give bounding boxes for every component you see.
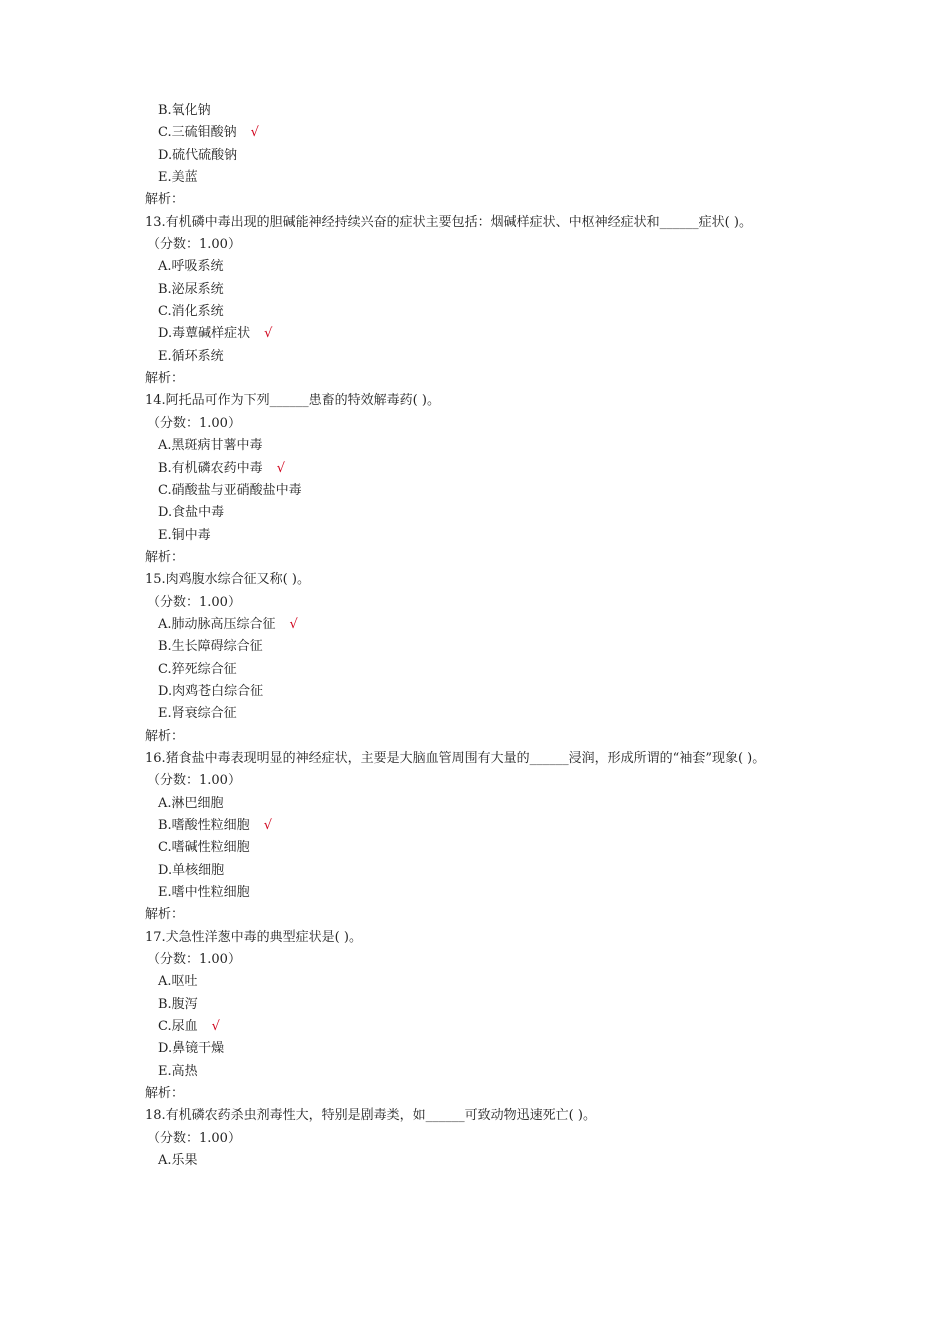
question-text: 14.阿托品可作为下列______患畜的特效解毒药( )。	[145, 393, 440, 409]
option: A.乐果	[158, 1153, 198, 1169]
correct-check-icon: √	[211, 1019, 220, 1035]
option: B.嗜酸性粒细胞 √	[158, 818, 272, 833]
option: A.呕吐	[158, 974, 198, 990]
score-label: （分数：1.00）	[147, 594, 241, 610]
question-15	[145, 569, 825, 748]
option: E.肾衰综合征	[158, 706, 237, 722]
option: E.美蓝	[158, 170, 198, 186]
score-label: （分数：1.00）	[147, 773, 241, 789]
option: C.三硫钼酸钠 √	[158, 125, 259, 141]
option: B.有机磷农药中毒 √	[158, 460, 285, 476]
correct-check-icon: √	[276, 460, 285, 476]
option: D.单核细胞	[158, 862, 225, 878]
option: D.食盐中毒	[158, 505, 225, 521]
question-text: 16.猪食盐中毒表现明显的神经症状，主要是大脑血管周围有大量的______浸润，形成所谓的“袖套”现象( )。	[145, 750, 766, 766]
correct-check-icon: √	[250, 125, 259, 141]
analysis-label: 解析：	[145, 728, 185, 744]
option: D.硫代硫酸钠	[158, 147, 238, 163]
option: E.铜中毒	[158, 527, 211, 543]
score-label: （分数：1.00）	[147, 237, 241, 253]
question-16	[145, 748, 825, 927]
question-17	[145, 927, 825, 1106]
option: B.生长障碍综合征	[158, 639, 263, 655]
option: D.鼻镜干燥	[158, 1041, 225, 1057]
option: D.肉鸡苍白综合征	[158, 683, 264, 699]
analysis-label: 解析：	[145, 549, 185, 565]
analysis-label: 解析：	[145, 192, 185, 208]
score-label: （分数：1.00）	[147, 952, 241, 968]
continuation-block	[145, 100, 825, 212]
option: A.肺动脉高压综合征 √	[158, 616, 298, 632]
question-13	[145, 212, 825, 391]
score-label: （分数：1.00）	[147, 415, 241, 431]
option: A.黑斑病甘薯中毒	[158, 438, 263, 454]
question-18	[145, 1105, 825, 1172]
score-label: （分数：1.00）	[147, 1130, 241, 1146]
question-text: 15.肉鸡腹水综合征又称( )。	[145, 572, 310, 588]
analysis-label: 解析：	[145, 907, 185, 923]
correct-check-icon: √	[289, 616, 298, 632]
question-text: 17.犬急性洋葱中毒的典型症状是( )。	[145, 929, 362, 945]
option: E.循环系统	[158, 348, 224, 364]
option: C.硝酸盐与亚硝酸盐中毒	[158, 482, 302, 498]
question-text: 18.有机磷农药杀虫剂毒性大，特别是剧毒类，如______可致动物迅速死亡( )。	[145, 1108, 596, 1124]
question-text: 13.有机磷中毒出现的胆碱能神经持续兴奋的症状主要包括：烟碱样症状、中枢神经症状和______症状( )。	[145, 214, 752, 230]
exam-page	[145, 100, 825, 1173]
option: E.高热	[158, 1063, 198, 1079]
option: C.尿血 √	[158, 1019, 220, 1035]
option: A.呼吸系统	[158, 259, 224, 275]
correct-check-icon: √	[264, 326, 273, 342]
option: E.嗜中性粒细胞	[158, 885, 250, 901]
option: C.消化系统	[158, 304, 224, 320]
option: C.嗜碱性粒细胞	[158, 840, 250, 856]
option: C.猝死综合征	[158, 661, 237, 677]
option: B.氧化钠	[158, 103, 211, 118]
question-14	[145, 390, 825, 569]
analysis-label: 解析：	[145, 1086, 185, 1102]
option: B.腹泻	[158, 996, 198, 1012]
analysis-label: 解析：	[145, 371, 185, 387]
option: D.毒蕈碱样症状 √	[158, 326, 273, 342]
option: B.泌尿系统	[158, 281, 224, 297]
option: A.淋巴细胞	[158, 795, 224, 811]
correct-check-icon: √	[263, 818, 272, 833]
